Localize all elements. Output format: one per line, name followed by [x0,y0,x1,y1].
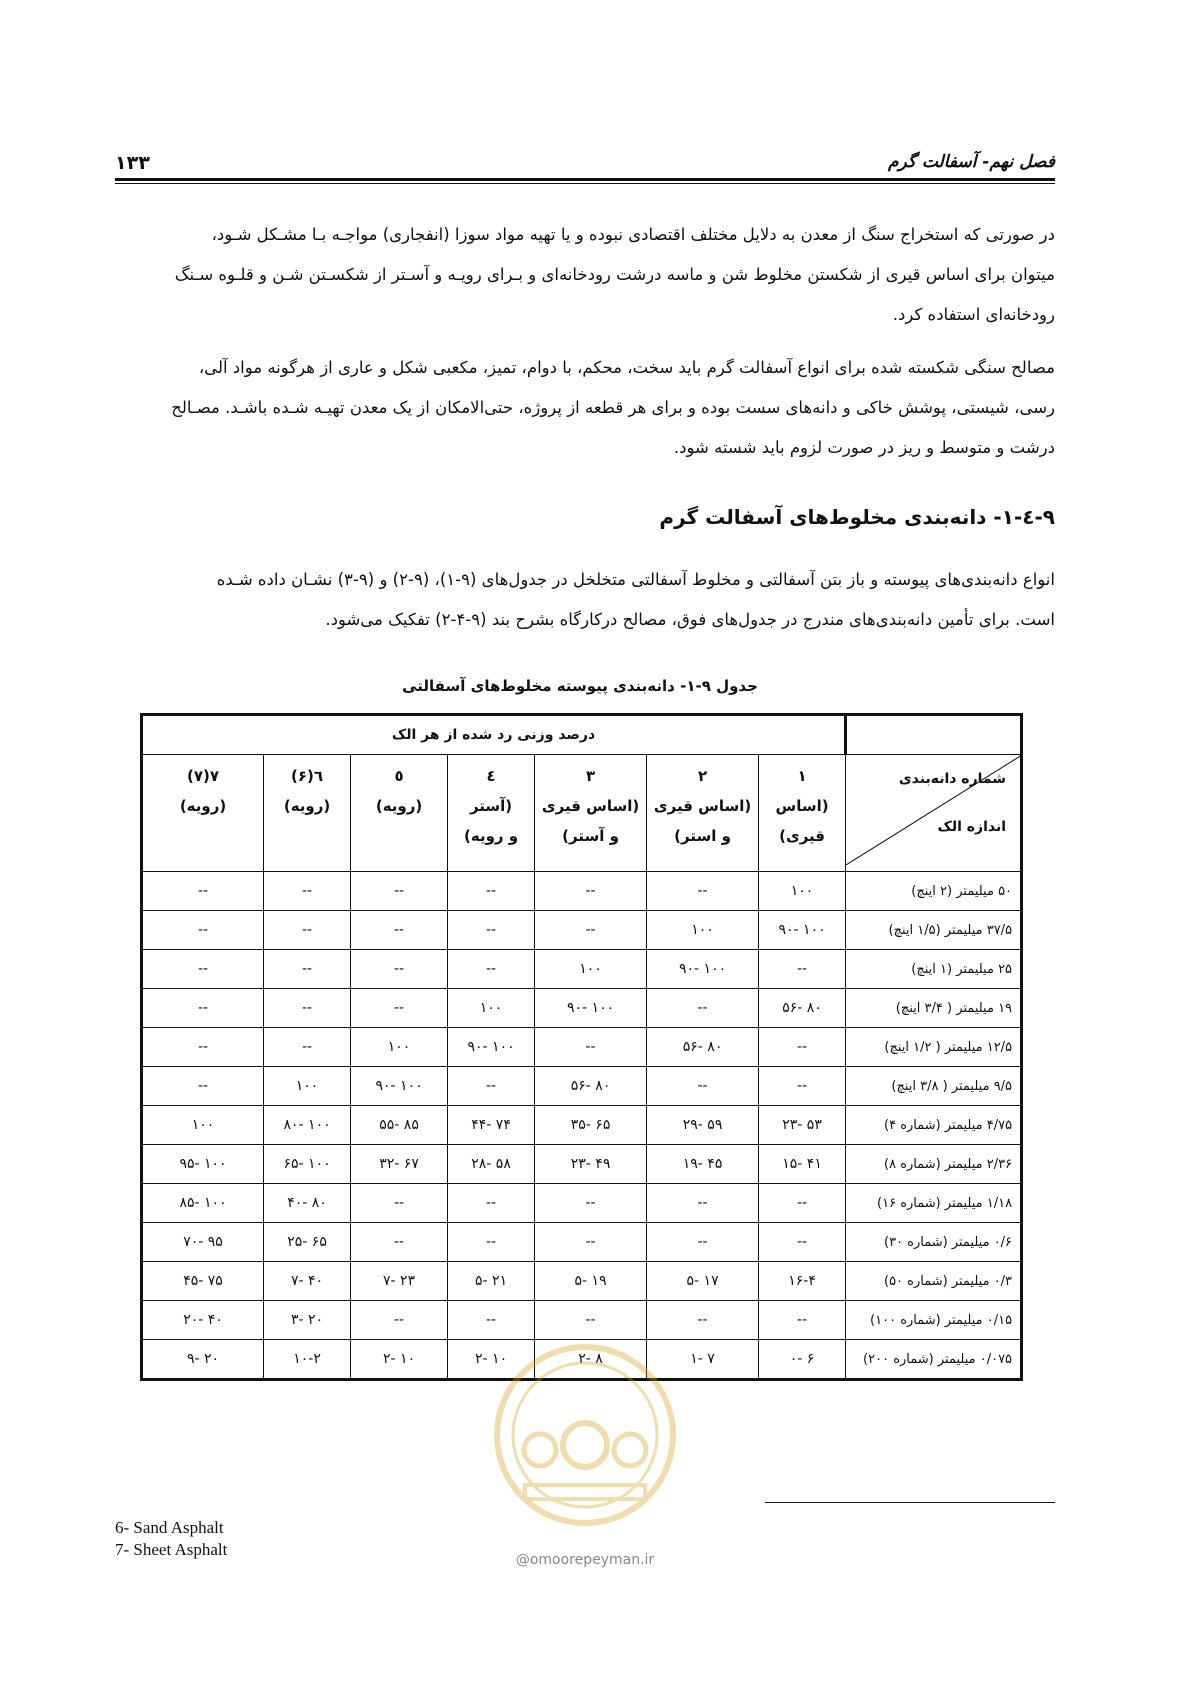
footnotes [115,1517,227,1561]
column-header: ٦(۶) (رویه) [264,755,351,872]
page-header [115,150,1055,180]
footnote-7: 7- Sheet Asphalt [115,1540,228,1559]
percent-passing-cell: -- [264,872,351,911]
table-row [142,1067,1022,1106]
percent-passing-cell: -- [535,911,647,950]
sieve-size-cell: ۰/۶ میلیمتر (شماره ۳۰) [846,1223,1022,1262]
percent-passing-cell: ۱۰۰ -۹۰ [759,911,846,950]
percent-passing-cell: -- [535,1301,647,1340]
column-header: ۳ (اساس قیری و آستر) [535,755,647,872]
percent-passing-cell: -- [535,872,647,911]
percent-passing-cell: -- [759,1184,846,1223]
percent-passing-cell: -- [142,911,264,950]
percent-passing-cell: -- [142,989,264,1028]
percent-passing-cell: ۱۰۰ [535,950,647,989]
watermark-url: @omoorepeyman.ir [515,1552,655,1568]
percent-passing-cell: -- [647,1223,759,1262]
percent-passing-cell: ۱۰۰ [759,872,846,911]
percent-passing-cell: -- [351,872,448,911]
percent-passing-cell: ۱۰۰ -۹۰ [647,950,759,989]
percent-passing-cell: ۴۱ -۱۵ [759,1145,846,1184]
percent-passing-cell: -- [647,989,759,1028]
column-header: ۲ (اساس قیری و استر) [647,755,759,872]
watermark-seal [485,1335,685,1535]
percent-passing-cell: -- [759,1067,846,1106]
percent-passing-cell: ۴۰ -۷ [264,1262,351,1301]
percent-passing-cell: ۱۰۰ [142,1106,264,1145]
percent-passing-cell: -- [448,1067,535,1106]
percent-passing-cell: ۲۳ -۷ [351,1262,448,1301]
percent-passing-cell: -- [647,1301,759,1340]
percent-passing-cell: -- [264,950,351,989]
corner-bottom-label: اندازه الک [937,819,1007,835]
sieve-size-cell: ۳۷/۵ میلیمتر (۱/۵ اینچ) [846,911,1022,950]
percent-passing-cell: ۸ -۲ [535,1340,647,1380]
percent-passing-cell: ۸۵ -۵۵ [351,1106,448,1145]
percent-passing-cell: -- [535,1184,647,1223]
section-heading: ۹-٤-۱- دانه‌بندی مخلوط‌های آسفالت گرم [659,505,1055,529]
percent-passing-cell: ۱۰۰ [448,989,535,1028]
column-header: ٥ (رویه) [351,755,448,872]
paragraph-line: انواع دانه‌بندی‌های پیوسته و باز بتن آسفالتی و مخلوط آسفالتی متخلخل در جدول‌های (۹-۱)، (۹-۲) و (۹-۳) نشـان داده شـده [216,570,1055,589]
percent-passing-cell: ۷۵ -۴۵ [142,1262,264,1301]
percent-passing-cell: ۱۷ -۵ [647,1262,759,1301]
percent-passing-cell: ۱۰۰ -۹۰ [351,1067,448,1106]
table-caption: جدول ۹-۱- دانه‌بندی پیوسته مخلوط‌های آسفالتی [402,677,758,695]
percent-passing-cell: ۵۹ -۲۹ [647,1106,759,1145]
corner-blank [846,715,1022,755]
percent-passing-cell: -- [535,1223,647,1262]
percent-passing-cell: -- [759,1028,846,1067]
paragraph-1 [115,215,1055,335]
percent-passing-cell: ۱۰۰ [351,1028,448,1067]
percent-passing-cell: -- [448,911,535,950]
paragraph-line: میتوان برای اساس قیری از شکستن مخلوط شن و ماسه درشت رودخانه‌ای و بـرای رویـه و آسـتر از شکسـتن شـن و قلـوه سـنگ [174,265,1055,284]
percent-passing-cell: -- [448,950,535,989]
chapter-title: فصل نهم- آسفالت گرم [887,152,1055,172]
percent-passing-cell: ۱۹ -۵ [535,1262,647,1301]
paragraph-2 [115,348,1055,468]
percent-passing-cell: -- [142,1028,264,1067]
percent-passing-cell: ۱۰۰ -۸۰ [264,1106,351,1145]
gradation-table [140,713,1020,1381]
sieve-size-cell: ۴/۷۵ میلیمتر (شماره ۴) [846,1106,1022,1145]
percent-passing-cell: ۶۷ -۳۲ [351,1145,448,1184]
percent-passing-cell: ۱۰۰ -۹۰ [535,989,647,1028]
table-row [142,1301,1022,1340]
percent-passing-cell: ۲۰ -۳ [264,1301,351,1340]
sieve-size-cell: ۱۹ میلیمتر ( ۳/۴ اینچ) [846,989,1022,1028]
percent-passing-cell: -- [264,911,351,950]
percent-passing-cell: -- [448,1223,535,1262]
column-header: ۱ (اساس قیری) [759,755,846,872]
table-row [142,1223,1022,1262]
paragraph-line: رودخانه‌ای استفاده کرد. [892,305,1055,324]
percent-passing-cell: -- [351,911,448,950]
percent-passing-cell: ۶۵ -۲۵ [264,1223,351,1262]
column-header: ۷(۷) (رویه) [142,755,264,872]
percent-passing-cell: ۸۰ -۴۰ [264,1184,351,1223]
group-header: درصد وزنی رد شده از هر الک [142,715,846,755]
percent-passing-cell: ۶۵ -۳۵ [535,1106,647,1145]
percent-passing-cell: ۱۰ -۲ [448,1340,535,1380]
percent-passing-cell: -- [351,1184,448,1223]
percent-passing-cell: ۱۰۰ -۹۰ [448,1028,535,1067]
percent-passing-cell: -- [351,1301,448,1340]
percent-passing-cell: -- [448,1184,535,1223]
table-row [142,1106,1022,1145]
sieve-size-cell: ۱/۱۸ میلیمتر (شماره ۱۶) [846,1184,1022,1223]
percent-passing-cell: -- [264,989,351,1028]
percent-passing-cell: ۲۱ -۵ [448,1262,535,1301]
column-header: ٤ (آستر و رویه) [448,755,535,872]
percent-passing-cell: -- [351,989,448,1028]
sieve-size-cell: ۰/۳ میلیمتر (شماره ۵۰) [846,1262,1022,1301]
percent-passing-cell: -- [351,1223,448,1262]
header-rule-thin [115,183,1055,184]
percent-passing-cell: ۴۰ -۲۰ [142,1301,264,1340]
percent-passing-cell: ۵۳ -۲۳ [759,1106,846,1145]
sieve-size-cell: ۰/۰۷۵ میلیمتر (شماره ۲۰۰) [846,1340,1022,1380]
percent-passing-cell: ۴۵ -۱۹ [647,1145,759,1184]
percent-passing-cell: ۶ -۰ [759,1340,846,1380]
percent-passing-cell: -- [647,1067,759,1106]
percent-passing-cell: -- [448,872,535,911]
percent-passing-cell: ۱۰۰ -۸۵ [142,1184,264,1223]
percent-passing-cell: ۹۵ -۷۰ [142,1223,264,1262]
percent-passing-cell: -- [647,872,759,911]
percent-passing-cell: -- [535,1028,647,1067]
footnote-rule [765,1502,1055,1503]
percent-passing-cell: ۵۸ -۲۸ [448,1145,535,1184]
sieve-size-cell: ۰/۱۵ میلیمتر (شماره ۱۰۰) [846,1301,1022,1340]
percent-passing-cell: ۲۰ -۹ [142,1340,264,1380]
table-row [142,950,1022,989]
table-row [142,1145,1022,1184]
paragraph-line: است. برای تأمین دانه‌بندی‌های مندرج در جدول‌های فوق، مصالح درکارگاه بشرح بند (۹-۴-۲) تفکیک می‌شود. [325,610,1055,629]
sieve-size-cell: ۵۰ میلیمتر (۲ اینچ) [846,872,1022,911]
paragraph-line: رسی، شیستی، پوشش خاکی و دانه‌های سست بوده و برای هر قطعه از پروژه، حتی‌الامکان از یک معدن تهیـه شـده باشـد. مصـالح [171,398,1055,417]
percent-passing-cell: ۸۰ -۵۶ [535,1067,647,1106]
percent-passing-cell: ۷ -۱ [647,1340,759,1380]
percent-passing-cell: ۴۹ -۲۳ [535,1145,647,1184]
footnote-6: 6- Sand Asphalt [115,1518,224,1537]
percent-passing-cell: ۱۰۰ [647,911,759,950]
page-number: ۱۳۳ [115,152,150,174]
corner-top-label: شماره دانه‌بندی [898,771,1007,787]
paragraph-line: درشت و متوسط و ریز در صورت لزوم باید شسته شود. [673,438,1055,457]
table-row [142,1184,1022,1223]
percent-passing-cell: ۱۰۰ [264,1067,351,1106]
percent-passing-cell: ۱۶-۴ [759,1262,846,1301]
sieve-size-cell: ۹/۵ میلیمتر ( ۳/۸ اینچ) [846,1067,1022,1106]
percent-passing-cell: -- [142,1067,264,1106]
sieve-size-cell: ۱۲/۵ میلیمتر ( ۱/۲ اینچ) [846,1028,1022,1067]
paragraph-line: در صورتی که استخراج سنگ از معدن به دلایل مختلف اقتصادی نبوده و یا تهیه مواد سوزا (انفجاری) مواجـه بـا مشـکل شـود، [211,225,1055,244]
sieve-size-cell: ۲/۳۶ میلیمتر (شماره ۸) [846,1145,1022,1184]
corner-header [846,755,1022,872]
percent-passing-cell: -- [759,1223,846,1262]
table-row [142,872,1022,911]
percent-passing-cell: ۷۴ -۴۴ [448,1106,535,1145]
percent-passing-cell: -- [351,950,448,989]
sieve-size-cell: ۲۵ میلیمتر (۱ اینچ) [846,950,1022,989]
table-row [142,1028,1022,1067]
percent-passing-cell: ۱۰ -۲ [351,1340,448,1380]
header-rule-thick [115,178,1055,181]
percent-passing-cell: ۱۰۰ -۶۵ [264,1145,351,1184]
percent-passing-cell: ۱۰۰ -۹۵ [142,1145,264,1184]
paragraph-line: مصالح سنگی شکسته شده برای انواع آسفالت گرم باید سخت، محکم، با دوام، تمیز، مکعبی شکل و عاری از هرگونه مواد آلی، [198,358,1055,377]
percent-passing-cell: -- [759,950,846,989]
table-row [142,989,1022,1028]
percent-passing-cell: ۱۰-۲ [264,1340,351,1380]
percent-passing-cell: -- [142,872,264,911]
percent-passing-cell: ۸۰ -۵۶ [759,989,846,1028]
percent-passing-cell: -- [647,1184,759,1223]
percent-passing-cell: -- [759,1301,846,1340]
table-row [142,911,1022,950]
table-row [142,1262,1022,1301]
percent-passing-cell: -- [448,1301,535,1340]
percent-passing-cell: -- [142,950,264,989]
paragraph-3 [115,560,1055,640]
percent-passing-cell: ۸۰ -۵۶ [647,1028,759,1067]
percent-passing-cell: -- [264,1028,351,1067]
